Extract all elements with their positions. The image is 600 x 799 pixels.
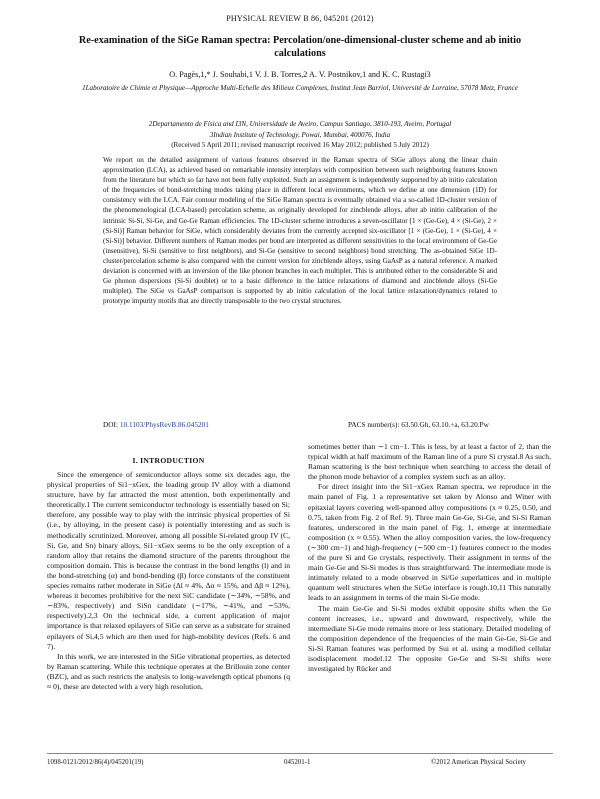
paragraph: Since the emergence of semiconductor alloys some six decades ago, the physical properties of Si1−xGex, the leading group IV alloy with a diamond structure, have by far attracted the most attention, both experimentally and theoretically.1 The current semiconductor technology is essentially based on Si; therefore, any possible way to play with the intrinsic physical properties of Si (i.e., by alloying, in the present case) is potentially interesting and as such is methodically scrutinized. Moreover, among all possible Si-related group IV (C, Si, Ge, and Sn) binary alloys, Si1−xGex seems to be the only exception of a random alloy that retains the diamond structure of the parents throughout the composition domain. This is because the contrast in the bond lengths (l) and in the bond-stretching (α) and bond-bending (β) force constants of the constituent species remains rather moderate in SiGe (Δl ≈ 4%, Δα ≈ 15%, and Δβ ≈ 12%), whereas it becomes prohibitive for the next SiC candidate (∼34%, ∼58%, and ∼83%, respectively) and SiSn candidate (∼17%, ∼41%, and ∼53%, respectively).2,3 On the technical side, a current application of major importance is that relaxed epilayers of SiGe can serve as a substrate for strained epilayers of Si,4,5 which are then used for high-mobility devices (Refs. 6 and 7).: [47, 470, 290, 651]
section-heading: I. INTRODUCTION: [132, 456, 205, 465]
author-list: O. Pagès,1,* J. Souhabi,1 V. J. B. Torres,2 A. V. Postnikov,1 and K. C. Rustagi3: [169, 70, 431, 79]
affiliation-1: 1Laboratoire de Chimie et Physique—Approche Multi-Echelle des Milieux Complexes, Institut Jean Barriol, Université de Lorraine, 57078 Metz, France: [82, 84, 518, 92]
right-column: [308, 442, 551, 674]
doi-label: DOI:: [103, 420, 118, 429]
received-dates: (Received 5 April 2011; revised manuscript received 16 May 2012; published 5 July 2012): [171, 141, 429, 149]
affiliation-3: 3Indian Institute of Technology, Powai, Mumbai, 400076, India: [209, 131, 391, 139]
paragraph: For direct insight into the Si1−xGex Raman spectra, we reproduce in the main panel of Fig. 1 a representative set taken by Alonso and Winer with epitaxial layers covering well-spanned alloy compositions (x ≈ 0.25, 0.50, and 0.75, taken from Fig. 2 of Ref. 9). Three main Ge-Ge, Si-Ge, and Si-Si Raman features, underscored in the main panel of Fig. 1, emerge at intermediate composition (x ≈ 0.55). When the alloy composition varies, the low-frequency (∼300 cm−1) and high-frequency (∼500 cm−1) features connect to the modes of the pure Si and Ge crystals, respectively. Their assignment in terms of the main Ge-Ge and Si-Si modes is thus straightforward. The intermediate mode is intimately related to a mode observed in Si/Ge superlattices and in multiple quantum well structures when the Si/Ge interface is rough.10,11 This naturally leads to an assignment in terms of the main Si-Ge mode.: [308, 482, 551, 603]
journal-header: PHYSICAL REVIEW B 86, 045201 (2012): [226, 14, 374, 23]
paragraph: In this work, we are interested in the SiGe vibrational properties, as detected by Raman scattering. While this technique operates at the Brillouin zone center (BZC), and as such restricts the analysis to long-wavelength optical phonons (q ≈ 0), these are detected with a very high resolution,: [47, 651, 290, 691]
paragraph: The main Ge-Ge and Si-Si modes exhibit opposite shifts when the Ge content increases, i.e., upward and downward, respectively, while the intermediate Si-Ge mode remains more or less stationary. Detailed modeling of the composition dependence of the frequencies of the main Ge-Ge, Si-Ge and Si-Si Raman features was performed by Sui et al. using a modified cellular isodisplacement model.12 The opposite Ge-Ge and Si-Si shifts were investigated by Rücker and: [308, 603, 551, 674]
footer-copyright: ©2012 American Physical Society: [431, 759, 526, 766]
footer-rule: [47, 753, 553, 754]
affiliation-2: 2Departamento de Física and I3N, Universidade de Aveiro, Campus Santiago, 3810-193, Aveiro, Portugal: [148, 120, 452, 128]
paragraph: sometimes better than ∼1 cm−1. This is less, by at least a factor of 2, than the typical width at half maximum of the Raman line of a pure Si crystal.8 As such, Raman scattering is the best technique when searching to access the detail of the phonon mode behavior of a complex system such as an alloy.: [308, 442, 551, 482]
left-column: [47, 470, 290, 692]
footer-issn: 1098-0121/2012/86(4)/045201(19): [47, 759, 144, 766]
pacs-numbers: PACS number(s): 63.50.Gh, 63.10.+a, 63.20.Pw: [348, 420, 489, 429]
footer-page-number: 045201-1: [284, 759, 311, 766]
article-title: Re-examination of the SiGe Raman spectra: Percolation/one-dimensional-cluster scheme and ab initio calculations: [78, 35, 522, 59]
doi-link[interactable]: 10.1103/PhysRevB.86.045201: [119, 420, 209, 429]
abstract: We report on the detailed assignment of various features observed in the Raman spectra of SiGe alloys along the linear chain approximation (LCA), as achieved based on remarkable intensity interplays with composition between such neighboring features known from the literature but which so far have not been fully exploited. Such an assignment is independently supported by ab initio calculation of the frequencies of bond-stretching modes taking place in different local environments, which we define at one dimension (1D) for consistency with the LCA. Fair contour modeling of the SiGe Raman spectra is eventually obtained via a so-called 1D-cluster version of the phenomenological (LCA-based) percolation scheme, as originally developed for zincblende alloys, after ab initio calibration of the intrinsic Si-Si, Si-Ge, and Ge-Ge Raman efficiencies. The 1D-cluster scheme introduces a seven-oscillator [1 × (Ge-Ge), 4 × (Si-Ge), 2 × (Si-Si)] Raman behavior for SiGe, which considerably deviates from the currently accepted six-oscillator [1 × (Ge-Ge), 1 × (Si-Ge), 4 × (Si-Si)] behavior. Different numbers of Raman modes per bond are interpreted as different sensitivities to the local environment of Ge-Ge (insensitive), Si-Si (sensitive to first neighbors), and Si-Ge (sensitive to second neighbors) bond stretching. The as-obtained SiGe 1D-cluster/percolation scheme is also compared with the current version for zincblende alloys, using GaAsP as a natural reference. A marked deviation is concerned with an inversion of the like phonon branches in each multiplet. This is attributed either to the considerable Si and Ge phonon dispersions (Si-Si doublet) or to a basic difference in the lattice relaxations of diamond and zincblende alloys (Si-Ge multiplet). The SiGe vs GaAsP comparison is supported by ab initio calculation of the local lattice relaxation/dynamics related to prototype impurity motifs that are directly transposable to the two crystal structures.: [103, 156, 497, 306]
doi-line: [103, 420, 209, 429]
